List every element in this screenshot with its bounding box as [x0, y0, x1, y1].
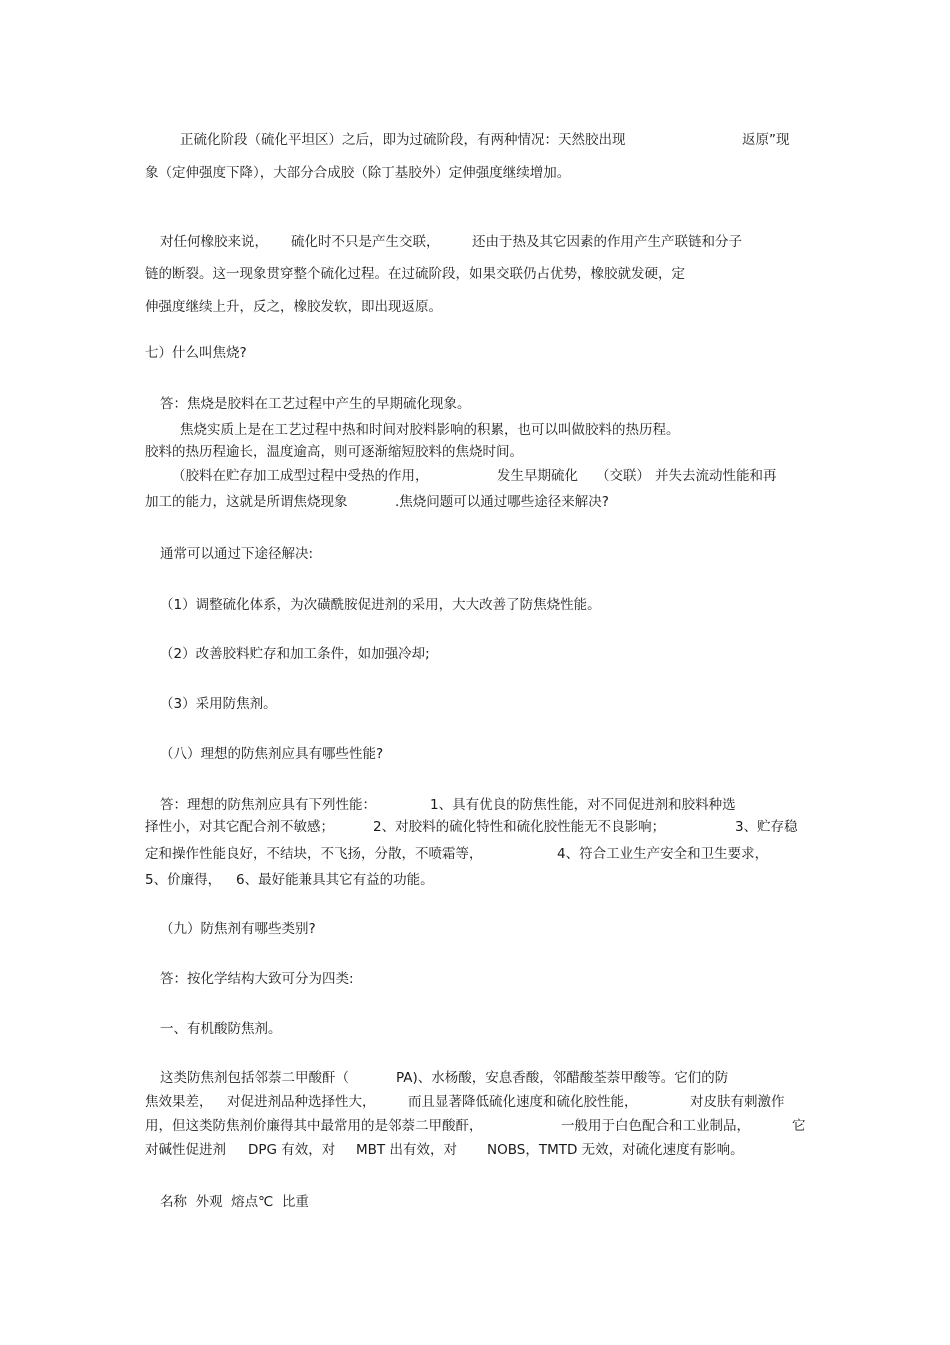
table-header: 名称 外观 熔点℃ 比重	[160, 1194, 309, 1210]
text-line: 对皮肤有刺激作	[690, 1094, 785, 1110]
list-item: （1）调整硫化体系，为次磺酰胺促进剂的采用，大大改善了防焦烧性能。	[160, 597, 601, 613]
text-line: 还由于热及其它因素的作用产生产联链和分子	[472, 234, 742, 250]
text-line: 硫化时不只是产生交联，	[291, 234, 440, 250]
text-line: （交联）	[596, 468, 650, 484]
text-line: 链的断裂。这一现象贯穿整个硫化过程。在过硫阶段，如果交联仍占优势，橡胶就发硬，定	[145, 266, 685, 282]
section-heading: 一、有机酸防焦剂。	[160, 1021, 282, 1037]
text-line: 答：按化学结构大致可分为四类:	[160, 971, 354, 987]
text-line: 6、最好能兼具其它有益的功能。	[236, 872, 434, 888]
text-line: （胶料在贮存加工成型过程中受热的作用，	[172, 468, 429, 484]
text-line: 用，但这类防焦剂价廉得其中最常用的是邻萘二甲酸酐，	[145, 1118, 483, 1134]
text-line: DPG 有效，对	[248, 1142, 336, 1158]
text-line: 对促进剂品种选择性大，	[227, 1094, 376, 1110]
text-line: 3、贮存稳	[735, 819, 798, 835]
text-line: 答：焦烧是胶料在工艺过程中产生的早期硫化现象。	[160, 396, 471, 412]
text-line: 而且显著降低硫化速度和硫化胶性能，	[408, 1094, 638, 1110]
text-line: 返原”现	[742, 132, 790, 148]
text-line: 伸强度继续上升，反之，橡胶发软，即出现返原。	[145, 299, 442, 315]
text-line: 4、符合工业生产安全和卫生要求，	[557, 846, 769, 862]
text-line: PA)、水杨酸，安息香酸，邻醋酸荃萘甲酸等。它们的防	[396, 1070, 729, 1086]
text-line: 正硫化阶段（硫化平坦区）之后，即为过硫阶段，有两种情况：天然胶出现	[180, 132, 626, 148]
text-line: 并失去流动性能和再	[655, 468, 777, 484]
text-line: 焦效果差，	[145, 1094, 213, 1110]
text-line: .焦烧问题可以通过哪些途径来解决?	[395, 494, 609, 510]
text-line: 发生早期硫化	[497, 468, 578, 484]
text-line: MBT 出有效，对	[356, 1142, 457, 1158]
section-heading: （八）理想的防焦剂应具有哪些性能?	[160, 746, 384, 762]
text-line: 2、对胶料的硫化特性和硫化胶性能无不良影响；	[373, 819, 666, 835]
text-line: 对任何橡胶来说，	[160, 234, 268, 250]
text-line: 胶料的热历程逾长，温度逾高，则可逐渐缩短胶料的焦烧时间。	[145, 444, 523, 460]
list-item: （2）改善胶料贮存和加工条件，如加强冷却;	[160, 646, 430, 662]
text-line: 一般用于白色配合和工业制品，	[561, 1118, 750, 1134]
text-line: 择性小，对其它配合剂不敏感；	[145, 819, 334, 835]
text-line: 象（定伸强度下降），大部分合成胶（除丁基胶外）定伸强度继续增加。	[145, 165, 571, 181]
text-line: 定和操作性能良好，不结块，不飞扬，分散，不喷霜等，	[145, 846, 483, 862]
text-line: 对碱性促进剂	[145, 1142, 226, 1158]
text-line: 1、具有优良的防焦性能，对不同促进剂和胶料种选	[430, 797, 736, 813]
text-line: 这类防焦剂包括邻萘二甲酸酐（	[160, 1070, 349, 1086]
text-line: 加工的能力，这就是所谓焦烧现象	[145, 494, 348, 510]
text-line: 焦烧实质上是在工艺过程中热和时间对胶料影响的积累，也可以叫做胶料的热历程。	[180, 422, 680, 438]
text-line: 5、价廉得，	[145, 872, 222, 888]
list-item: （3）采用防焦剂。	[160, 696, 277, 712]
text-line: 答：理想的防焦剂应具有下列性能：	[160, 797, 376, 813]
section-heading: （九）防焦剂有哪些类别?	[160, 921, 316, 937]
text-line: 它	[792, 1118, 806, 1134]
text-line: NOBS，TMTD 无效，对硫化速度有影响。	[487, 1142, 744, 1158]
section-heading: 七）什么叫焦烧?	[145, 345, 247, 361]
text-line: 通常可以通过下途径解决:	[160, 546, 314, 562]
